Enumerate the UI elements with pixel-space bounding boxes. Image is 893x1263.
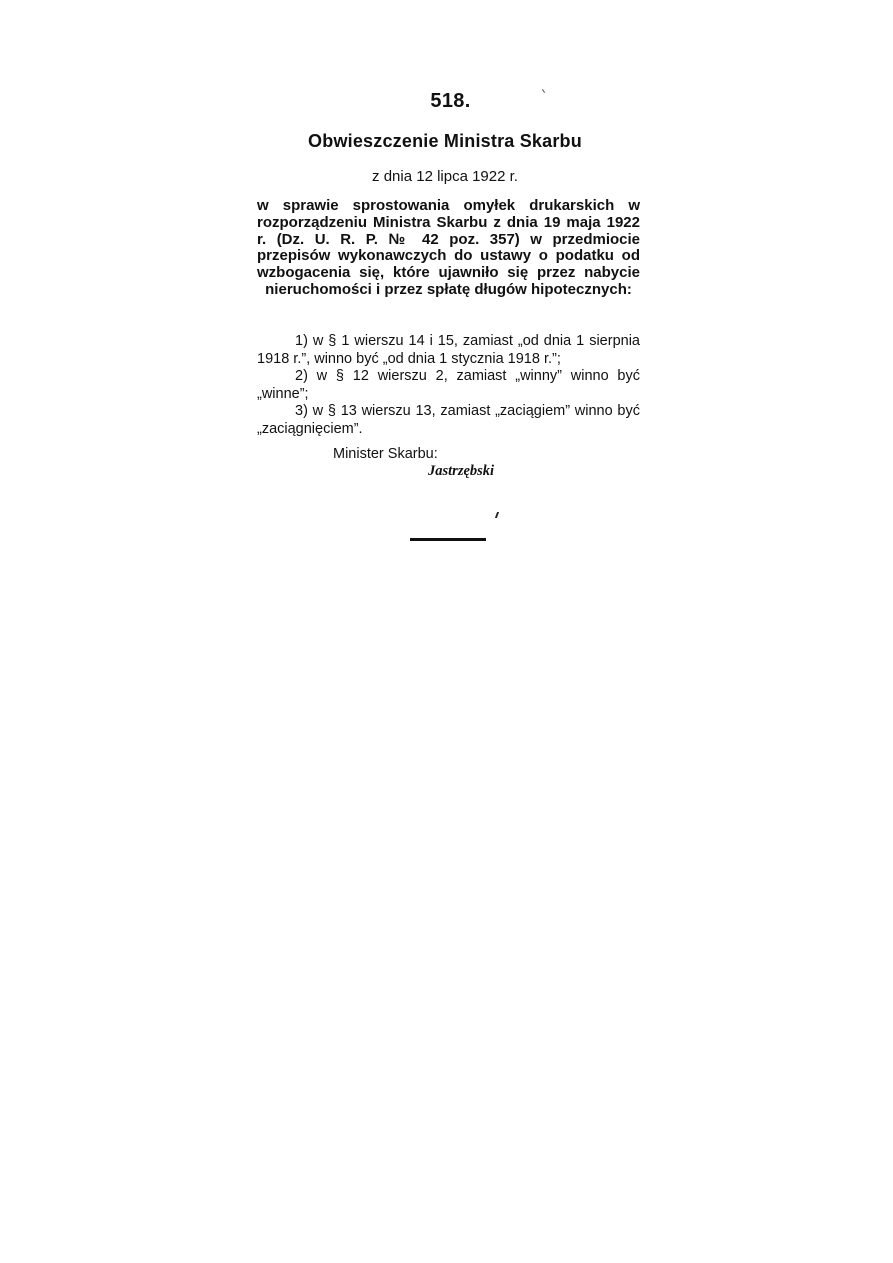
correction-item-3: 3) w § 13 wierszu 13, zamiast „zaciągiem” winno być „zaciągnięciem”.	[257, 403, 640, 437]
correction-list	[257, 333, 640, 439]
document-subject: w sprawie sprostowania omyłek drukarskich w rozporządzeniu Ministra Skarbu z dnia 19 maja 1922 r. (Dz. U. R. P. № 42 poz. 357) w przedmiocie przepisów wykonawczych do ustawy o podatku od wzbogacenia się, które ujawniło się przez nabycie nieruchomości i przez spłatę długów hipotecznych:	[257, 197, 640, 298]
end-rule	[410, 538, 486, 541]
signature-label: Minister Skarbu:	[333, 446, 438, 462]
signature-name: Jastrzębski	[428, 463, 495, 479]
correction-item-1: 1) w § 1 wierszu 14 i 15, zamiast „od dnia 1 sierpnia 1918 r.”, winno być „od dnia 1 stycznia 1918 r.”;	[257, 333, 640, 367]
document-number: 518.	[430, 90, 471, 112]
document-date: z dnia 12 lipca 1922 r.	[372, 168, 518, 185]
correction-item-2: 2) w § 12 wierszu 2, zamiast „winny” winno być „winne”;	[257, 368, 640, 402]
ink-mark	[495, 512, 499, 518]
document-title: Obwieszczenie Ministra Skarbu	[308, 131, 582, 151]
